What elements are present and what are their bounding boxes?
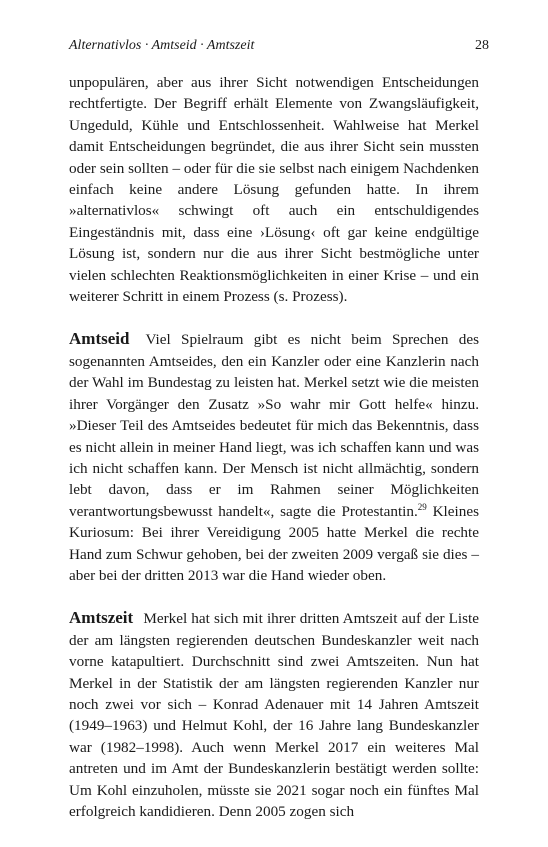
entry-text: Merkel hat sich mit ihrer dritten Amtszeit auf der Liste der am längsten regierenden deutschen Bundeskanzler weit nach vorne katapultiert. Durchschnitt sind zwei Amtszeiten. Nun hat Merkel in der Statistik der am längsten regierenden Kanzler nur noch zwei vor sich – Konrad Adenauer mit 14 Jahren Amtszeit (1949–1963) und Helmut Kohl, der 16 Jahre lang Bundeskanzler war (1982–1998). Auch wenn Merkel 2017 ein weiteres Mal antreten und im Amt der Bundeskanzlerin bestätigt werden sollte: Um Kohl einzuholen, müsste sie 2021 sogar noch ein fünftes Mal erfolgreich kandidieren. Denn 2005 zogen sich [69,610,479,820]
entry-lemma: Amtseid [69,329,130,349]
entry-lemma: Amtszeit [69,608,134,628]
continuation-paragraph: unpopulären, aber aus ihrer Sicht notwendigen Entscheidungen rechtfertigte. Der Begriff erhält Elemente von Zwangsläufigkeit, Ungeduld, Kühle und Entschlossenheit. Wahlweise hat Merkel damit Entscheidungen begründet, die aus ihrer Sicht sein mussten oder sein sollten – oder für die sie selbst nach einigem Nachdenken einfach keine andere Lösung gefunden hatte. In ihrem »alternativlos« schwingt oft auch ein entschuldigendes Eingeständnis mit, dass eine ›Lösung‹ oft gar keine endgültige Lösung ist, sondern nur die aus ihrer Sicht bestmögliche unter vielen schlechten Reaktionsmöglichkeiten in einer Krise – und ein weiterer Schritt in einem Prozess (s. Prozess). [69,74,479,306]
page-header [69,38,489,54]
footnote-marker[interactable]: 29 [417,501,427,512]
entry-text: Viel Spielraum gibt es nicht beim Sprechen des sogenannten Amtseides, den ein Kanzler oder eine Kanzlerin nach der Wahl im Bundestag zu leisten hat. Merkel setzt wie die meisten ihrer Vorgänger den Zusatz »So wahr mir Gott helfe« hinzu. »Dieser Teil des Amtseides bedeutet für mich das Bekenntnis, dass es nicht allein in meiner Hand liegt, was ich schaffen kann und was ich nicht schaffen kann. Der Mensch ist nicht allmächtig, sondern lebt davon, dass er im Rahmen seiner Möglichkeiten verantwortungsbewusst handelt«, sagte die Protestantin. [69,331,479,520]
body-text [69,72,479,822]
entry-amtszeit [69,607,479,822]
entry-amtseid [69,328,479,586]
running-head: Alternativlos · Amtseid · Amtszeit [69,38,255,53]
page-number: 28 [475,38,489,53]
entry-text-continued: Kleines Kuriosum: Bei ihrer Vereidigung 2005 hatte Merkel die rechte Hand zum Schwur gehoben, bei der zweiten 2009 vergaß sie dies – aber bei der dritten 2013 war die Hand wieder oben. [69,502,479,584]
